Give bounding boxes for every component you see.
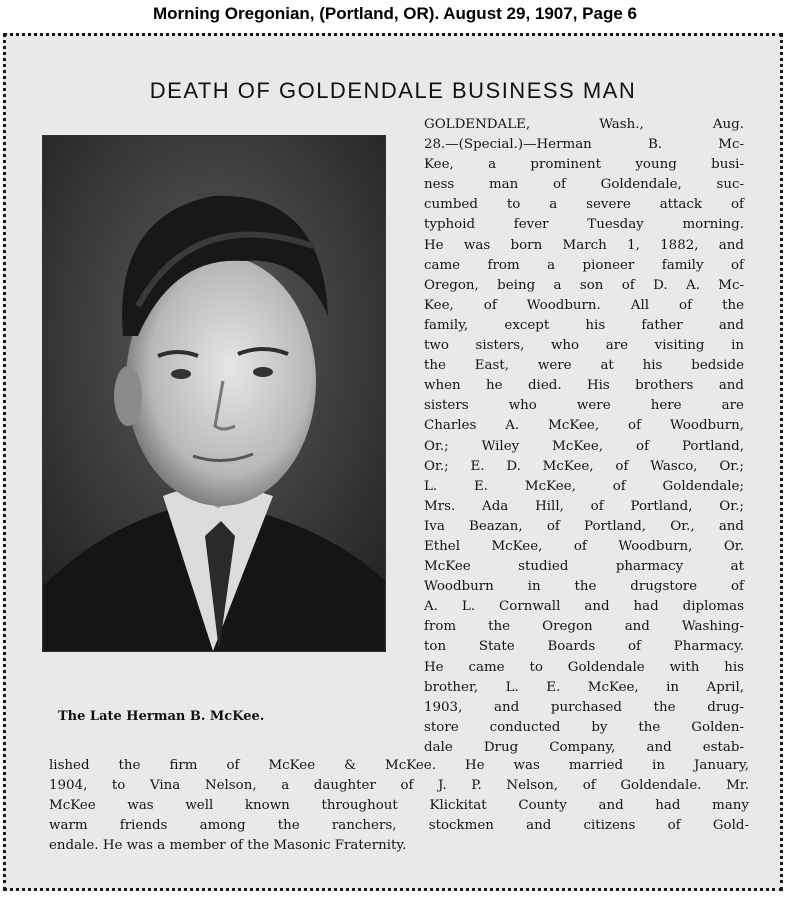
portrait-photo: [42, 135, 386, 652]
article-line: brother, L. E. McKee, in April,: [424, 679, 744, 695]
article-full-width: [49, 756, 749, 856]
article-line: McKee studied pharmacy at: [424, 559, 744, 575]
article-line: endale. He was a member of the Masonic Fraternity.: [49, 838, 407, 854]
article-line: cumbed to a severe attack of: [424, 197, 744, 213]
article-line: A. L. Cornwall and had diplomas: [424, 599, 744, 615]
article-line: Mrs. Ada Hill, of Portland, Or.;: [424, 498, 744, 514]
article-line: Oregon, being a son of D. A. Mc-: [424, 277, 744, 293]
newspaper-clipping: [3, 33, 783, 891]
article-line: 1903, and purchased the drug-: [424, 699, 744, 715]
article-line: sisters who were here are: [424, 398, 744, 414]
article-line: Kee, a prominent young busi-: [424, 157, 744, 173]
article-line: dale Drug Company, and estab-: [424, 739, 744, 755]
article-line: the East, were at his bedside: [424, 358, 744, 374]
article-line: GOLDENDALE, Wash., Aug.: [424, 117, 744, 132]
article-line: store conducted by the Golden-: [424, 719, 744, 735]
article-line: Charles A. McKee, of Woodburn,: [424, 418, 744, 434]
article-line: lished the firm of McKee & McKee. He was married in January,: [49, 758, 749, 773]
article-line: McKee was well known throughout Klickitat County and had many: [49, 798, 749, 814]
photo-caption: The Late Herman B. McKee.: [58, 709, 265, 724]
article-line: Or.; E. D. McKee, of Wasco, Or.;: [424, 458, 744, 474]
article-line: 1904, to Vina Nelson, a daughter of J. P. Nelson, of Goldendale. Mr.: [49, 778, 749, 794]
article-line: Iva Beazan, of Portland, Or., and: [424, 518, 744, 534]
article-line: ness man of Goldendale, suc-: [424, 177, 744, 193]
article-line: when he died. His brothers and: [424, 378, 744, 394]
article-line: ton State Boards of Pharmacy.: [424, 639, 744, 655]
article-line: Ethel McKee, of Woodburn, Or.: [424, 538, 744, 554]
article-line: Or.; Wiley McKee, of Portland,: [424, 438, 744, 454]
article-line: from the Oregon and Washing-: [424, 619, 744, 635]
source-line: Morning Oregonian, (Portland, OR). August 29, 1907, Page 6: [153, 4, 637, 23]
article-line: He came to Goldendale with his: [424, 659, 744, 675]
headline: DEATH OF GOLDENDALE BUSINESS MAN: [149, 78, 637, 103]
article-line: L. E. McKee, of Goldendale;: [424, 478, 744, 494]
article-line: typhoid fever Tuesday morning.: [424, 217, 744, 233]
article-line: came from a pioneer family of: [424, 257, 744, 273]
article-line: warm friends among the ranchers, stockmen and citizens of Gold-: [49, 818, 749, 834]
article-line: He was born March 1, 1882, and: [424, 237, 744, 253]
article-line: Kee, of Woodburn. All of the: [424, 297, 744, 313]
article-column: [424, 115, 744, 758]
article-line: 28.—(Special.)—Herman B. Mc-: [424, 137, 744, 153]
portrait-image: [43, 136, 385, 651]
article-line: Woodburn in the drugstore of: [424, 579, 744, 595]
article-line: two sisters, who are visiting in: [424, 338, 744, 354]
article-line: family, except his father and: [424, 317, 744, 333]
